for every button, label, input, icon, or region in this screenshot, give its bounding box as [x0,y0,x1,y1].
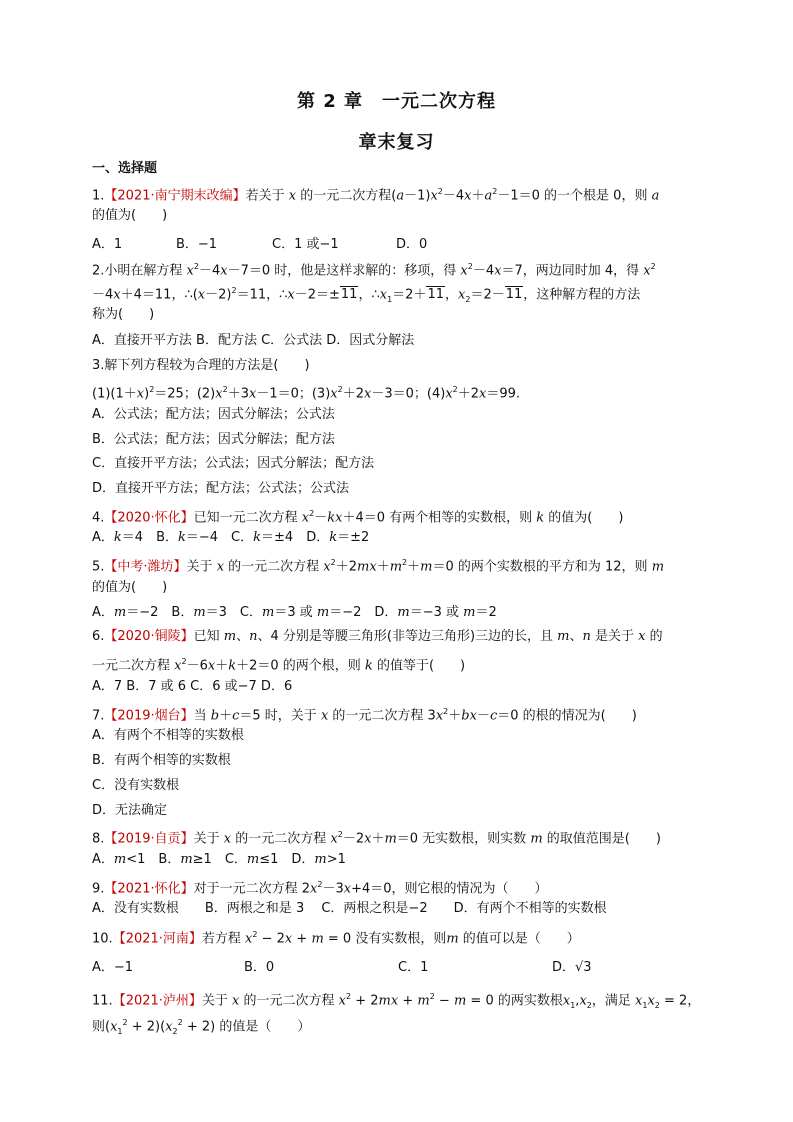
question-9-options: A．没有实数根 B．两根之和是 3 C．两根之积是−2 D．有两个不相等的实数根 [92,901,607,916]
option-d: D．√3 [552,960,592,975]
question-source: 【2019·烟台】 [104,708,194,724]
option-b: B．−1 [176,237,218,252]
option-c: C．1 或−1 [272,237,339,252]
question-source: 【2021·南宁期末改编】 [104,188,246,204]
question-5-cont: 的值为( ) [92,580,168,595]
option-a: A．有两个不相等的实数根 [92,728,244,743]
question-7: 7.【2019·烟台】当 b＋c＝5 时，关于 x 的一元二次方程 $3x^2+bx-c=0$ 的根的情况为( ) [92,707,637,724]
option-c: C．直接开平方法；公式法；因式分解法；配方法 [92,456,375,471]
question-2-options: A．直接开平方法 B．配方法 C．公式法 D．因式分解法 [92,333,415,348]
question-2-cont: －4x＋4＝11，$\therefore(x-2)^2=11$，∴x－2＝±11，$\therefore x_1=2+11$，$x_2=2-11$，这种解方程的方法 [92,286,641,304]
question-5-options: A．m＝−2 B．m＝3 C．m＝3 或 m＝−2 D．m＝−3 或 m＝2 [92,605,497,620]
option-c: C．没有实数根 [92,778,180,793]
chapter-title: 第 2 章 一元二次方程 [296,91,497,112]
question-4: 4.【2020·怀化】已知一元二次方程 $x^2-kx+4=0$ 有两个相等的实数根，则 k 的值为( ) [92,509,624,526]
question-6-options: A．7 B．7 或 6 C．6 或−7 D．6 [92,679,293,694]
question-source: 【2021·河南】 [112,931,202,947]
question-11: 11.【2021·泸州】关于 x 的一元二次方程 $x^2 + 2mx + m^2 - m = 0$ 的两实数根$x_1,x_2$，满足 $x_1x_2 = 2$， [92,992,701,1010]
option-b: B．0 [244,960,275,975]
option-a: A．−1 [92,960,134,975]
question-8: 8.【2019·自贡】关于 x 的一元二次方程 $x^2-2x+m=0$ 无实数根，则实数 m 的取值范围是( ) [92,830,661,847]
option-b: B．有两个相等的实数根 [92,753,231,768]
question-5: 5.【中考·潍坊】关于 x 的一元二次方程 $x^2+2mx+m^2+m=0$ 的两个实数根的平方和为 12，则 m [92,558,665,575]
question-1: 1.【2021·南宁期末改编】若关于 x 的一元二次方程$(a-1)x^2-4x+a^2-1=0$ 的一个根是 0，则 a [92,187,660,204]
option-c: C．1 [398,960,429,975]
option-b: B．公式法；配方法；因式分解法；配方法 [92,432,335,447]
question-source: 【2021·怀化】 [104,881,194,897]
question-source: 【2021·泸州】 [112,993,202,1009]
question-source: 【中考·潍坊】 [104,559,187,575]
question-6-cont: 一元二次方程 $x^2-6x+k+2=0$ 的两个根，则 k 的值等于( ) [92,657,466,674]
question-2-cont2: 称为( ) [92,307,155,322]
question-8-options: A．m<1 B．m≥1 C．m≤1 D．m>1 [92,852,346,867]
question-6: 6.【2020·铜陵】已知 m、n、4 分别是等腰三角形(非等边三角形)三边的长，且 m、n 是关于 x 的 [92,629,663,644]
option-d: D．0 [396,237,428,252]
question-3-equations: $(1)(1+x)^2=25$；$(2)x^2+3x-1=0$；$(3)x^2+2x-3=0$；$(4)x^2+2x=99$. [92,385,521,402]
question-11-cont: 则$(x_1^2 + 2)(x_2^2 + 2)$ 的值是（ ） [92,1018,311,1036]
option-d: D．无法确定 [92,803,168,818]
page-subtitle: 章末复习 [358,132,435,153]
question-source: 【2019·自贡】 [104,831,194,847]
question-2: 2.小明在解方程 $x^2-4x-7=0$ 时，他是这样求解的：移项，得 $x^2-4x=7$，两边同时加 4，得 $x^2$ [92,262,656,279]
question-4-options: A．k＝4 B．k＝−4 C．k＝±4 D．k＝±2 [92,530,370,545]
question-3: 3.解下列方程较为合理的方法是( ) [92,358,310,373]
question-source: 【2020·怀化】 [104,510,194,526]
option-a: A．公式法；配方法；因式分解法；公式法 [92,407,335,422]
section-heading: 一、选择题 [92,161,158,176]
option-a: A．1 [92,237,123,252]
question-9: 9.【2021·怀化】对于一元二次方程 $2x^2-3x+4=0$，则它根的情况为（ ） [92,880,548,897]
question-10: 10.【2021·河南】若方程 $x^2 - 2x + m = 0$ 没有实数根，则m 的值可以是（ ） [92,930,580,947]
question-source: 【2020·铜陵】 [104,629,194,644]
question-1-cont: 的值为( ) [92,208,168,223]
option-d: D．直接开平方法；配方法；公式法；公式法 [92,481,350,496]
